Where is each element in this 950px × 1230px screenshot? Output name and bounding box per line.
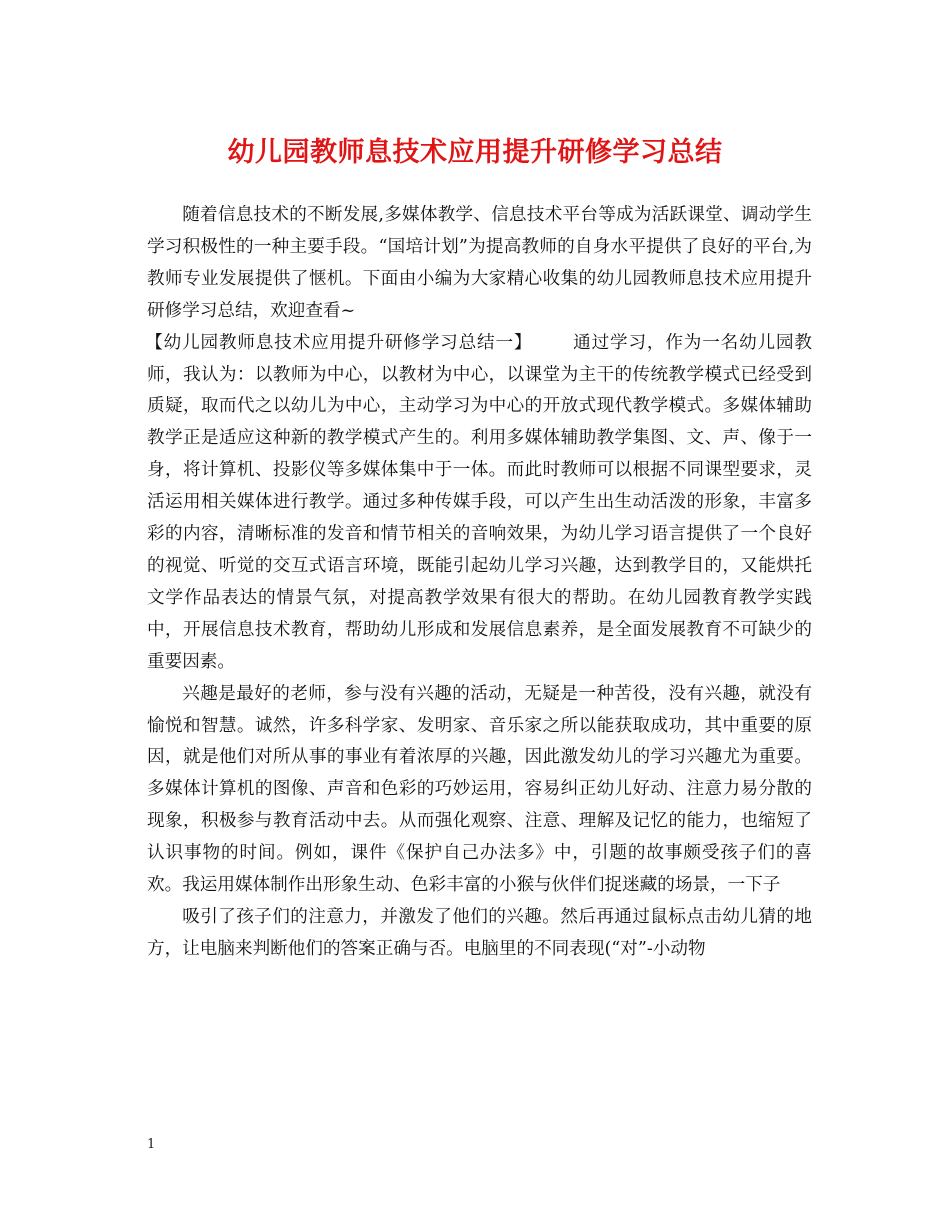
section-paragraph [147, 328, 812, 679]
paragraph-3: 吸引了孩子们的注意力，并激发了他们的兴趣。然后再通过鼠标点击幼儿猜的地方，让电脑来判断他们的答案正确与否。电脑里的不同表现(“对”-小动物 [147, 906, 812, 959]
document-body [147, 200, 812, 966]
intro-paragraph: 随着信息技术的不断发展,多媒体教学、信息技术平台等成为活跃课堂、调动学生学习积极性的一种主要手段。“国培计划”为提高教师的自身水平提供了良好的平台,为教师专业发展提供了惬机。下面由小编为大家精心收集的幼儿园教师息技术应用提升研修学习总结，欢迎查看~ [147, 205, 812, 321]
page-number: 1 [147, 1137, 156, 1152]
document-title: 幼儿园教师息技术应用提升研修学习总结 [227, 137, 723, 168]
section-heading: 【幼儿园教师息技术应用提升研修学习总结一】 [145, 332, 533, 353]
paragraph-2: 兴趣是最好的老师，参与没有兴趣的活动，无疑是一种苦役，没有兴趣，就没有愉悦和智慧。诚然，许多科学家、发明家、音乐家之所以能获取成功，其中重要的原因，就是他们对所从事的事业有着浓厚的兴趣，因此激发幼儿的学习兴趣尤为重要。多媒体计算机的图像、声音和色彩的巧妙运用，容易纠正幼儿好动、注意力易分散的现象，积极参与教育活动中去。从而强化观察、注意、理解及记忆的能力，也缩短了认识事物的时间。例如，课件《保护自己办法多》中，引题的故事颇受孩子们的喜欢。我运用媒体制作出形象生动、色彩丰富的小猴与伙伴们捉迷藏的场景，一下子 [147, 683, 812, 896]
section-paragraph-text: 通过学习，作为一名幼儿园教师，我认为：以教师为中心，以教材为中心，以课堂为主干的传统教学模式已经受到质疑，取而代之以幼儿为中心，主动学习为中心的开放式现代教学模式。多媒体辅助教学正是适应这种新的教学模式产生的。利用多媒体辅助教学集图、文、声、像于一身，将计算机、投影仪等多媒体集中于一体。而此时教师可以根据不同课型要求，灵活运用相关媒体进行教学。通过多种传媒手段，可以产生出生动活泼的形象，丰富多彩的内容，清晰标准的发音和情节相关的音响效果，为幼儿学习语言提供了一个良好的视觉、听觉的交互式语言环境，既能引起幼儿学习兴趣，达到教学目的，又能烘托文学作品表达的情景气氛，对提高教学效果有很大的帮助。在幼儿园教育教学实践中，开展信息技术教育，帮助幼儿形成和发展信息素养，是全面发展教育不可缺少的重要因素。 [147, 332, 812, 672]
